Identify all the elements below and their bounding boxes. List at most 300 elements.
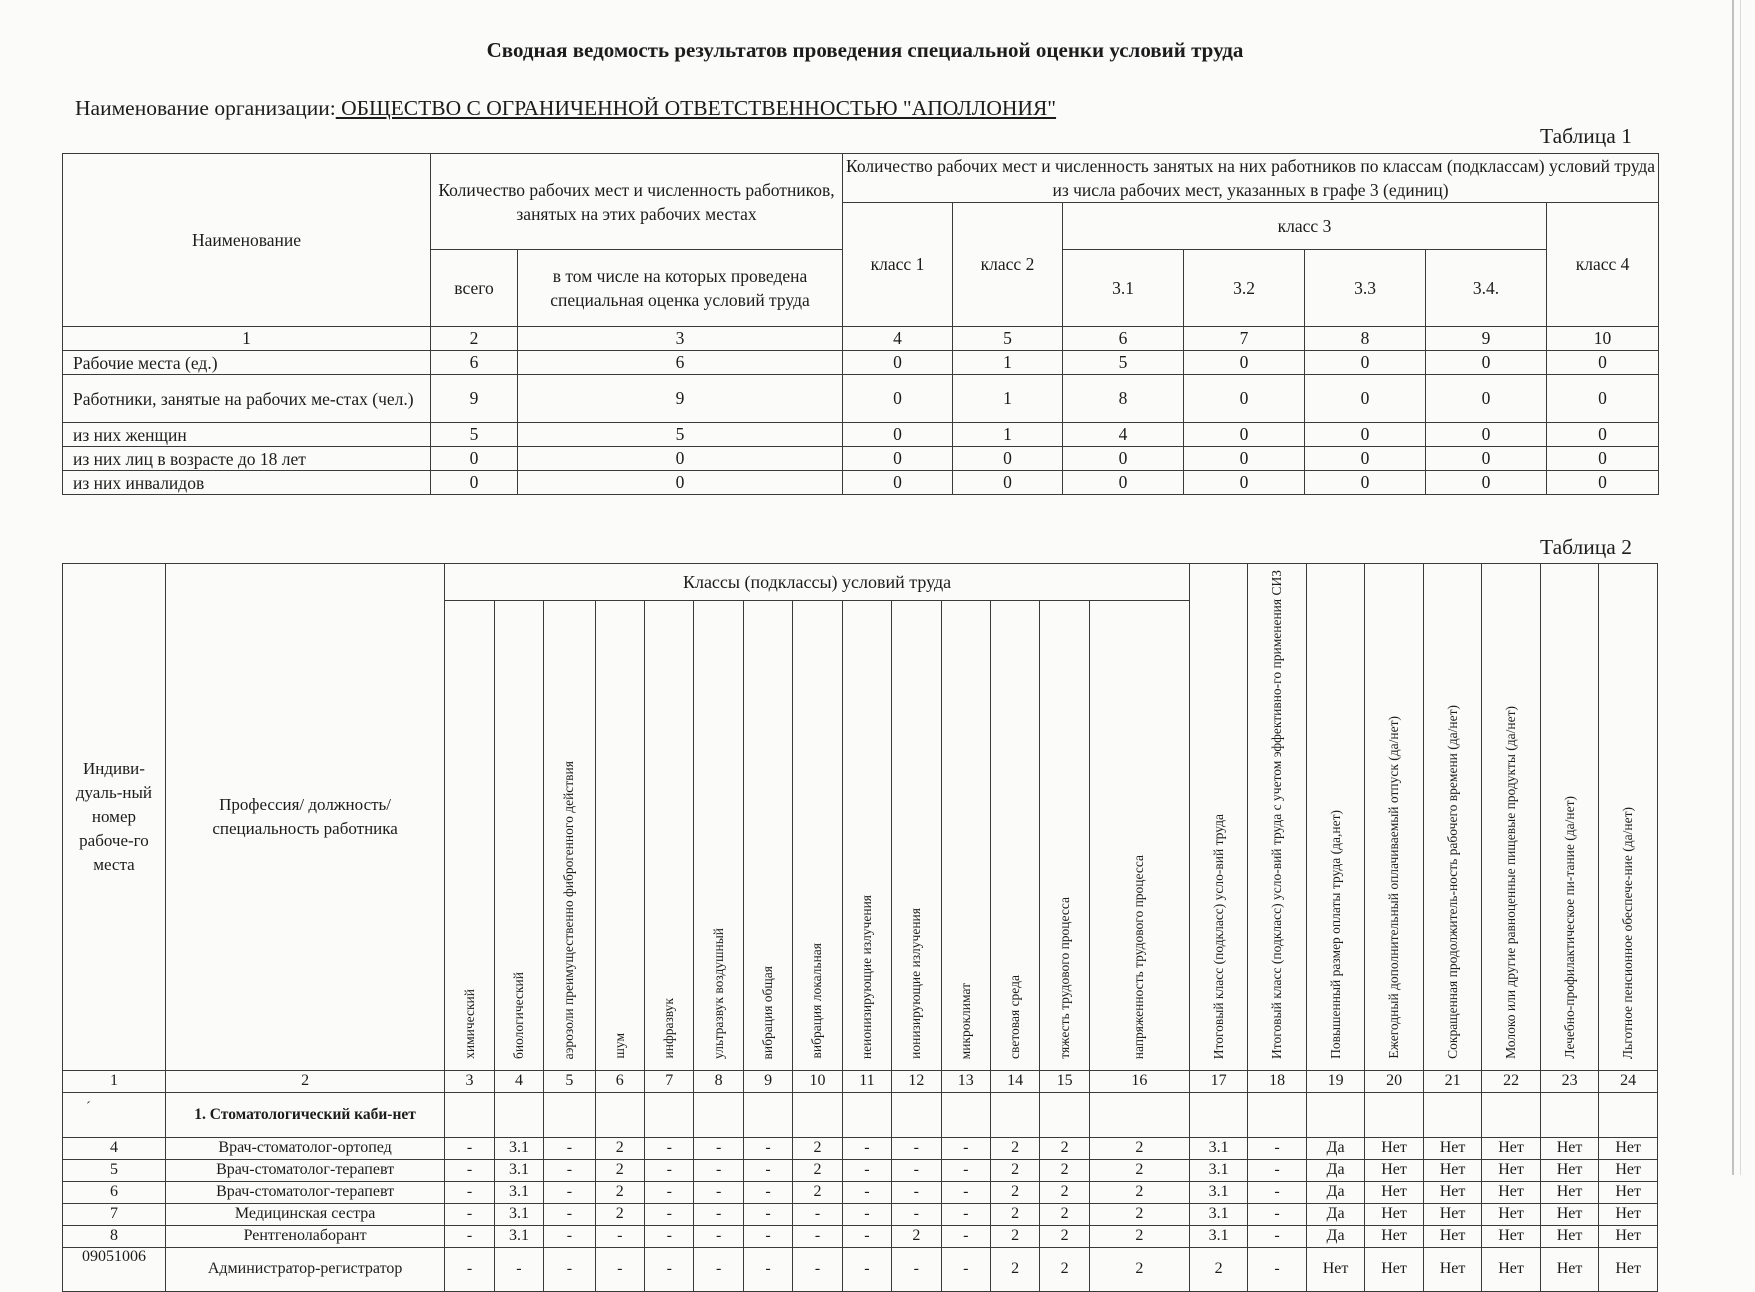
t2-cell: - [694,1137,743,1159]
t1-column-number: 9 [1426,327,1547,351]
t1-header-3-2: 3.2 [1184,250,1305,327]
t2-cell: - [842,1137,891,1159]
t1-cell: 0 [518,471,843,495]
t2-cell: Нет [1365,1181,1424,1203]
t2-cell: Да [1306,1181,1365,1203]
t2-cell: 3.1 [1189,1159,1248,1181]
t2-column-number: 3 [445,1070,494,1092]
t2-cell: 3.1 [494,1181,543,1203]
t1-cell: 0 [1305,471,1426,495]
t2-cell: Нет [1365,1137,1424,1159]
t1-cell: 0 [518,447,843,471]
t2-cell: 2 [595,1181,644,1203]
t2-cell: 2 [1040,1225,1089,1247]
t2-row-profession: Врач-стоматолог-терапевт [165,1181,444,1203]
t2-cell: 2 [990,1247,1039,1291]
t1-cell: 6 [431,351,518,375]
t2-row [63,1247,1658,1291]
t1-column-number: 1 [63,327,431,351]
t2-cell: 3.1 [1189,1137,1248,1159]
t2-column-number: 6 [595,1070,644,1092]
t2-cell: Нет [1482,1137,1541,1159]
t2-header-extra [1482,564,1541,1071]
table1 [62,153,1659,495]
t2-cell: - [892,1203,941,1225]
t2-cell: - [694,1225,743,1247]
t2-cell: - [694,1159,743,1181]
t1-header-name: Наименование [63,154,431,327]
t2-cell: - [743,1159,792,1181]
t1-header-3-1: 3.1 [1063,250,1184,327]
t2-column-number: 8 [694,1070,743,1092]
t1-cell: 1 [953,375,1063,423]
t2-cell: Нет [1365,1247,1424,1291]
t2-cell: - [941,1159,990,1181]
t1-row [63,351,1659,375]
t2-cell: - [544,1181,595,1203]
t2-column-number: 20 [1365,1070,1424,1092]
t1-cell: 5 [431,423,518,447]
t1-cell: 0 [843,423,953,447]
t2-cell: - [595,1247,644,1291]
t2-cell: - [645,1203,694,1225]
t1-cell: 0 [953,471,1063,495]
t2-cell: - [842,1225,891,1247]
t2-cell: 2 [990,1181,1039,1203]
t2-header-factor-label: вибрация общая [760,965,776,1059]
t1-row [63,471,1659,495]
t1-cell: 0 [843,447,953,471]
t2-header-extra [1423,564,1482,1071]
t2-cell: Нет [1423,1247,1482,1291]
t1-cell: 0 [1063,447,1184,471]
t2-cell: - [842,1181,891,1203]
t2-cell: - [544,1225,595,1247]
t2-header-extra [1540,564,1599,1071]
t2-cell: - [445,1159,494,1181]
t2-cell: Нет [1599,1159,1658,1181]
t2-cell: - [793,1203,842,1225]
t2-cell: - [544,1137,595,1159]
t2-cell: Нет [1423,1137,1482,1159]
t2-cell: - [842,1159,891,1181]
t2-header-extra-label: Итоговый класс (подкласс) усло-вий труда [1210,813,1226,1059]
t2-header-factor-label: напряженность трудового процесса [1131,854,1147,1059]
organization-line [75,96,1056,121]
t2-cell: Нет [1365,1159,1424,1181]
t2-cell: 3.1 [494,1137,543,1159]
t2-header-factor-label: световая среда [1007,975,1023,1059]
t1-cell: 0 [1547,375,1659,423]
t2-column-number: 24 [1599,1070,1658,1092]
t2-row-number: 7 [63,1203,166,1225]
t2-cell: - [743,1247,792,1291]
t1-cell: 0 [1184,351,1305,375]
t2-cell: Нет [1482,1159,1541,1181]
t2-cell: - [793,1247,842,1291]
t1-cell: 0 [1426,351,1547,375]
t1-row-name: Рабочие места (ед.) [63,351,431,375]
t1-cell: 9 [518,375,843,423]
t1-cell: 1 [953,351,1063,375]
t2-column-number: 5 [544,1070,595,1092]
t2-cell: Нет [1482,1247,1541,1291]
t2-cell: - [941,1247,990,1291]
t1-cell: 4 [1063,423,1184,447]
t2-cell: 3.1 [494,1159,543,1181]
table2 [62,563,1658,1292]
t2-cell: Нет [1423,1181,1482,1203]
t1-cell: 0 [1426,471,1547,495]
t2-cell: Нет [1423,1203,1482,1225]
t2-cell: Нет [1423,1159,1482,1181]
t1-row-name: из них инвалидов [63,471,431,495]
t2-cell: 2 [793,1137,842,1159]
t2-column-number: 12 [892,1070,941,1092]
t2-cell: Нет [1599,1203,1658,1225]
t2-cell: - [645,1247,694,1291]
t2-cell: - [1248,1225,1307,1247]
scan-mark: ´ [86,1100,91,1115]
t2-cell: Нет [1599,1137,1658,1159]
t1-cell: 0 [1184,447,1305,471]
t2-section-row [63,1092,1658,1137]
t2-row [63,1137,1658,1159]
t2-column-number: 22 [1482,1070,1541,1092]
t1-header-class3: класс 3 [1063,203,1547,250]
t1-cell: 0 [1547,471,1659,495]
t2-cell: - [743,1137,792,1159]
t1-cell: 5 [1063,351,1184,375]
t2-cell: - [1248,1203,1307,1225]
t1-row-name: из них лиц в возрасте до 18 лет [63,447,431,471]
t1-column-number: 3 [518,327,843,351]
t2-cell: - [1248,1137,1307,1159]
t1-cell: 6 [518,351,843,375]
t2-header-factor-label: вибрация локальная [809,943,825,1059]
t2-cell: Нет [1599,1181,1658,1203]
t2-column-number: 21 [1423,1070,1482,1092]
t1-cell: 0 [431,447,518,471]
t2-cell: 2 [793,1159,842,1181]
t2-column-number: 23 [1540,1070,1599,1092]
t2-cell: Нет [1482,1225,1541,1247]
t2-cell: Нет [1482,1203,1541,1225]
t1-cell: 0 [843,375,953,423]
t2-cell: - [892,1137,941,1159]
t2-cell: - [892,1247,941,1291]
t2-cell: 2 [1040,1203,1089,1225]
t2-cell: 3.1 [494,1225,543,1247]
t2-cell: - [595,1225,644,1247]
t1-header-class1: класс 1 [843,203,953,327]
t2-cell: - [1248,1159,1307,1181]
t1-cell: 8 [1063,375,1184,423]
t2-row-profession: Администратор-регистратор [165,1247,444,1291]
t1-cell: 0 [1426,447,1547,471]
t2-header-factor-label: тяжесть трудового процесса [1056,897,1072,1059]
t2-header-factor [694,601,743,1071]
t2-column-number: 14 [990,1070,1039,1092]
t2-cell: - [892,1159,941,1181]
t1-cell: 0 [1547,423,1659,447]
t2-header-factor [445,601,494,1071]
t2-header-extra-label: Сокращенная продолжитель-ность рабочего времени (да/нет) [1444,705,1460,1059]
t1-cell: 0 [1305,423,1426,447]
t2-header-factor [544,601,595,1071]
t2-header-factor-label: ультразвук воздушный [710,928,726,1059]
t2-column-number: 15 [1040,1070,1089,1092]
t1-cell: 0 [1547,447,1659,471]
t2-cell: - [544,1247,595,1291]
t2-header-factor [1089,601,1189,1071]
t2-column-number: 17 [1189,1070,1248,1092]
t2-row [63,1203,1658,1225]
t1-cell: 0 [1305,351,1426,375]
t1-row [63,375,1659,423]
t2-row-number: 6 [63,1181,166,1203]
t2-cell: Нет [1540,1181,1599,1203]
t2-header-extra-label: Льготное пенсионное обеспече-ние (да/нет) [1620,806,1636,1059]
t2-column-number: 10 [793,1070,842,1092]
t2-row-profession: Медицинская сестра [165,1203,444,1225]
t2-cell: Нет [1599,1225,1658,1247]
t2-cell: - [645,1137,694,1159]
t1-cell: 0 [1063,471,1184,495]
t2-cell: 2 [1189,1247,1248,1291]
t1-cell: 0 [1305,447,1426,471]
t1-column-number: 6 [1063,327,1184,351]
t1-header-class4: класс 4 [1547,203,1659,327]
t1-row [63,447,1659,471]
t2-header-factor [1040,601,1089,1071]
t2-cell: - [842,1203,891,1225]
t2-header-factor-label: неионизирующие излучения [858,894,874,1059]
t2-row-number: 4 [63,1137,166,1159]
t2-cell: - [892,1181,941,1203]
scan-edge [1732,0,1741,1175]
t2-cell: 2 [1089,1247,1189,1291]
t2-cell: 2 [595,1137,644,1159]
t1-header-3-3: 3.3 [1305,250,1426,327]
table1-label: Таблица 1 [1540,124,1632,148]
t1-cell: 0 [1547,351,1659,375]
t2-cell: - [941,1137,990,1159]
t2-column-number: 11 [842,1070,891,1092]
t2-cell: 2 [990,1203,1039,1225]
t2-cell: Нет [1599,1247,1658,1291]
t2-cell: Нет [1540,1225,1599,1247]
t2-row-number: 5 [63,1159,166,1181]
t2-row-profession: Рентгенолаборант [165,1225,444,1247]
t2-column-number: 2 [165,1070,444,1092]
t2-cell: - [694,1247,743,1291]
t2-cell: - [941,1225,990,1247]
t2-header-factor [645,601,694,1071]
t2-cell: - [445,1225,494,1247]
t2-header-factor-label: химический [461,989,477,1059]
t2-cell: Нет [1540,1247,1599,1291]
t2-cell: 2 [1040,1247,1089,1291]
t2-header-classes: Классы (подклассы) условий труда [445,564,1190,601]
t1-cell: 0 [1184,471,1305,495]
t2-header-extra-label: Повышенный размер оплаты труда (да,нет) [1327,810,1343,1059]
t2-header-factor-label: шум [611,1033,627,1059]
t2-row [63,1181,1658,1203]
t2-cell: - [743,1225,792,1247]
t1-header-group2: Количество рабочих мест и численность занятых на них работников по классам (подклассам) условий труда из числа рабочих мест, указанных в графе 3 (единиц) [843,154,1659,203]
t2-cell: 2 [1040,1137,1089,1159]
t2-cell: - [743,1203,792,1225]
t2-cell: Нет [1365,1203,1424,1225]
t1-cell: 1 [953,423,1063,447]
organization-name: ОБЩЕСТВО С ОГРАНИЧЕННОЙ ОТВЕТСТВЕННОСТЬЮ "АПОЛЛОНИЯ" [335,96,1057,120]
t2-column-number: 1 [63,1070,166,1092]
t1-column-numbers [63,327,1659,351]
t2-cell: 3.1 [494,1203,543,1225]
t1-cell: 0 [843,471,953,495]
t2-cell: 2 [990,1159,1039,1181]
page-title: Сводная ведомость результатов проведения специальной оценки условий труда [486,38,1244,62]
t2-column-number: 18 [1248,1070,1307,1092]
t2-cell: - [1248,1181,1307,1203]
t2-cell: - [842,1247,891,1291]
t2-cell: Да [1306,1203,1365,1225]
t1-cell: 9 [431,375,518,423]
t2-cell: - [694,1203,743,1225]
t2-cell: 3.1 [1189,1181,1248,1203]
t2-cell: - [645,1225,694,1247]
t2-cell: - [1248,1247,1307,1291]
t2-cell: Нет [1540,1137,1599,1159]
t2-header-factor [793,601,842,1071]
t2-column-number: 4 [494,1070,543,1092]
t2-header-factor-label: ионизирующие излучения [908,908,924,1059]
t2-cell: Нет [1482,1181,1541,1203]
t2-column-number: 13 [941,1070,990,1092]
t2-cell: 2 [1089,1225,1189,1247]
t1-row-name: Работники, занятые на рабочих ме-стах (чел.) [63,375,431,423]
t2-cell: - [494,1247,543,1291]
t2-cell: 2 [1089,1203,1189,1225]
t1-column-number: 4 [843,327,953,351]
t2-row [63,1225,1658,1247]
t1-cell: 0 [843,351,953,375]
t2-cell: 2 [595,1159,644,1181]
t1-cell: 0 [1184,375,1305,423]
t2-cell: 2 [1089,1159,1189,1181]
t2-header-factor [990,601,1039,1071]
t2-cell: - [445,1247,494,1291]
t2-header-extra [1306,564,1365,1071]
organization-label: Наименование организации: [75,96,336,120]
t2-header-factor [494,601,543,1071]
t2-header-extra-label: Итоговый класс (подкласс) усло-вий труда с учетом эффективно-го применения СИЗ [1269,570,1285,1059]
t1-cell: 0 [953,447,1063,471]
t2-cell: Нет [1423,1225,1482,1247]
t2-column-number: 19 [1306,1070,1365,1092]
t2-header-factor [941,601,990,1071]
t1-row-name: из них женщин [63,423,431,447]
t2-cell: - [544,1203,595,1225]
t1-row [63,423,1659,447]
t2-cell: - [694,1181,743,1203]
t2-column-number: 9 [743,1070,792,1092]
t2-row-number: 09051006 [63,1247,166,1291]
t2-row-profession: Врач-стоматолог-терапевт [165,1159,444,1181]
t2-cell: - [645,1181,694,1203]
t2-header-extra [1248,564,1307,1071]
t1-cell: 0 [1184,423,1305,447]
t2-cell: 2 [990,1225,1039,1247]
t2-cell: - [445,1203,494,1225]
t2-header-extra [1365,564,1424,1071]
t2-cell: 2 [793,1181,842,1203]
t1-column-number: 7 [1184,327,1305,351]
t2-cell: 2 [1040,1181,1089,1203]
t2-cell: Нет [1540,1159,1599,1181]
t2-cell: Нет [1540,1203,1599,1225]
t2-row-number: 8 [63,1225,166,1247]
t2-cell: - [941,1181,990,1203]
t2-header-extra-label: Ежегодный дополнительный оплачиваемый отпуск (да/нет) [1386,716,1402,1059]
t1-cell: 5 [518,423,843,447]
t2-cell: 2 [990,1137,1039,1159]
t2-row-profession: Врач-стоматолог-ортопед [165,1137,444,1159]
t2-cell: - [793,1225,842,1247]
t2-column-number: 16 [1089,1070,1189,1092]
t2-section-title: 1. Стоматологический каби-нет [165,1092,444,1137]
t2-header-factor [743,601,792,1071]
t2-header-factor-label: микроклимат [957,982,973,1059]
t1-column-number: 10 [1547,327,1659,351]
t2-cell: 2 [1089,1137,1189,1159]
t2-cell: Да [1306,1159,1365,1181]
t2-header-factor [892,601,941,1071]
t2-header-factor [595,601,644,1071]
t2-header-factor-label: инфразвук [661,998,677,1059]
t2-header-factor [842,601,891,1071]
t2-cell: 2 [1040,1159,1089,1181]
t2-cell: 3.1 [1189,1203,1248,1225]
t2-cell: - [941,1203,990,1225]
t2-header-number: Индиви-дуаль-ный номер рабоче-го места [63,564,166,1071]
t2-row [63,1159,1658,1181]
t1-cell: 0 [431,471,518,495]
t2-header-extra-label: Лечебно-профилактическое пи-тание (да/нет) [1561,796,1577,1059]
t2-cell: 2 [892,1225,941,1247]
t2-cell: Нет [1365,1225,1424,1247]
t2-cell: Да [1306,1225,1365,1247]
t2-header-extra-label: Молоко или другие равноценные пищевые продукты (да/нет) [1503,706,1519,1059]
t2-cell: 2 [595,1203,644,1225]
t1-column-number: 5 [953,327,1063,351]
t1-column-number: 8 [1305,327,1426,351]
t2-cell: Нет [1306,1247,1365,1291]
t2-header-factor-label: аэрозоли преимущественно фиброгенного действия [561,760,577,1059]
t2-cell: - [544,1159,595,1181]
table2-label: Таблица 2 [1540,535,1632,559]
t1-header-class2: класс 2 [953,203,1063,327]
t2-cell: 2 [1089,1181,1189,1203]
t2-cell: - [445,1137,494,1159]
t1-header-total: всего [431,250,518,327]
t2-header-extra [1189,564,1248,1071]
t1-cell: 0 [1426,423,1547,447]
t1-column-number: 2 [431,327,518,351]
t2-header-factor-label: биологический [510,971,526,1059]
t2-cell: - [743,1181,792,1203]
